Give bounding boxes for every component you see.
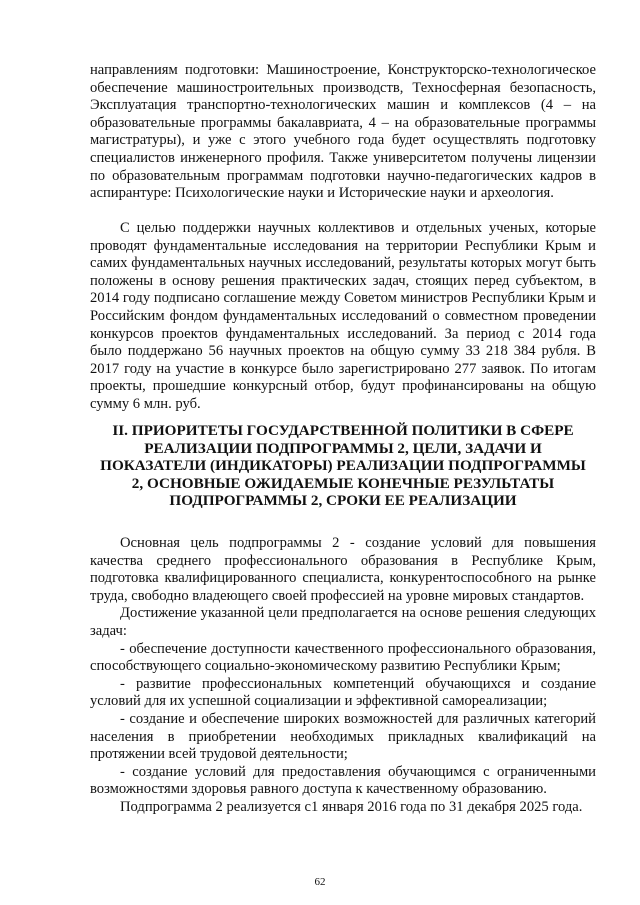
- paragraph-tasks-intro: Достижение указанной цели предполагается на основе решения следующих задач:: [90, 605, 596, 639]
- body-text-grant: [90, 220, 596, 414]
- list-item-task-4: - создание условий для предоставления обучающимся с ограниченными возможностями здоровья равного доступа к качественному образованию.: [90, 763, 596, 798]
- paragraph-goal: Основная цель подпрограммы 2 - создание условий для повышения качества среднего профессионального образования в Республике Крым, подготовка квалифицированного специалиста, конкурентоспособного на рынке труда, свободно владеющего своей профессией на уровне мировых стандартов.: [90, 535, 596, 604]
- paragraph-continuation: направлениям подготовки: Машиностроение, Конструкторско-технологическое обеспечение машиностроительных производств, Техносферная безопасность, Эксплуатация транспортно-технологических машин и комплексов (4 – на образовательные программы бакалавриата, 4 – на образовательные программы магистратуры), и уже с этого учебного года будет осуществлять подготовку специалистов инженерного профиля. Также университетом получены лицензии по образовательным программам подготовки научно-педагогических кадров в аспирантуре: Психологические науки и Исторические науки и археология.: [90, 62, 596, 202]
- paragraph-grant: С целью поддержки научных коллективов и отдельных ученых, которые проводят фундаментальные исследования на территории Республики Крым и самих фундаментальных научных исследований, результаты которых могут быть положены в основу решения практических задач, стоящих перед субъектом, в 2014 году подписано соглашение между Советом министров Республики Крым и Российским фондом фундаментальных исследований о совместном проведении конкурсов проектов фундаментальных исследований. За период с 2014 года было поддержано 56 научных проектов на общую сумму 33 218 384 рубля. В 2017 году на участие в конкурсе было зарегистрировано 277 заявок. По итогам проекты, прошедшие конкурсный отбор, будут профинансированы на общую сумму 6 млн. руб.: [90, 220, 596, 412]
- section-heading: II. ПРИОРИТЕТЫ ГОСУДАРСТВЕННОЙ ПОЛИТИКИ В СФЕРЕ РЕАЛИЗАЦИИ ПОДПРОГРАММЫ 2, ЦЕЛИ, ЗАДАЧИ И ПОКАЗАТЕЛИ (ИНДИКАТОРЫ) РЕАЛИЗАЦИИ ПОДПРОГРАММЫ 2, ОСНОВНЫЕ ОЖИДАЕМЫЕ КОНЕЧНЫЕ РЕЗУЛЬТАТЫ ПОДПРОГРАММЫ 2, СРОКИ ЕЕ РЕАЛИЗАЦИИ: [100, 422, 586, 510]
- list-item-task-2: - развитие профессиональных компетенций обучающихся и создание условий для их успешной социализации и эффективной самореализации;: [90, 675, 596, 710]
- body-text-bottom: [90, 535, 596, 817]
- paragraph-timeframe: Подпрограмма 2 реализуется с1 января 2016 года по 31 декабря 2025 года.: [120, 798, 583, 815]
- list-item-task-3: - создание и обеспечение широких возможностей для различных категорий населения в приобретении необходимых прикладных квалификаций на протяжении всей трудовой деятельности;: [90, 710, 596, 763]
- list-item-task-1: - обеспечение доступности качественного профессионального образования, способствующего социально-экономическому развитию Республики Крым;: [90, 640, 596, 675]
- page-number: 62: [314, 876, 326, 888]
- body-text-top: [90, 62, 596, 203]
